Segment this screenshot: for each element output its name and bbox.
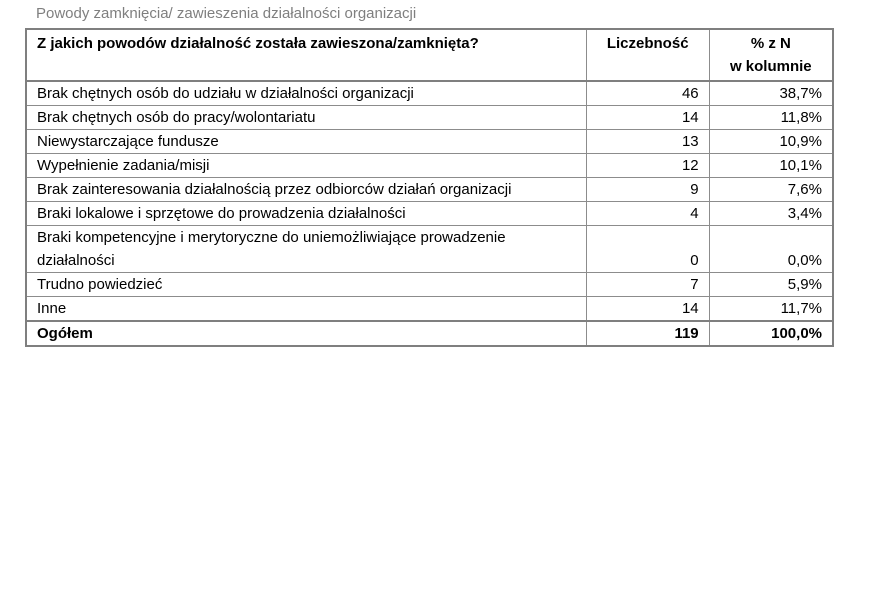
- table-caption: Powody zamknięcia/ zawieszenia działalności organizacji: [36, 5, 417, 22]
- row-count: 14: [586, 106, 709, 130]
- reasons-table: [25, 28, 834, 347]
- row-reason: Trudno powiedzieć: [26, 273, 586, 297]
- table-row: [26, 154, 833, 178]
- row-reason: Niewystarczające fundusze: [26, 130, 586, 154]
- row-percent: 11,7%: [709, 297, 833, 322]
- table-row: [26, 202, 833, 226]
- header-percent: [709, 29, 833, 81]
- header-percent-line1: % z N: [750, 35, 791, 52]
- row-percent: 3,4%: [709, 202, 833, 226]
- row-percent: 38,7%: [709, 81, 833, 106]
- row-reason: Inne: [26, 297, 586, 322]
- row-percent: 10,9%: [709, 130, 833, 154]
- row-count: 7: [586, 273, 709, 297]
- header-percent-line2: w kolumnie: [729, 58, 812, 75]
- total-percent: 100,0%: [709, 321, 833, 346]
- row-reason: Braki lokalowe i sprzętowe do prowadzenia działalności: [26, 202, 586, 226]
- row-percent: 11,8%: [709, 106, 833, 130]
- row-reason: Brak zainteresowania działalnością przez odbiorców działań organizacji: [26, 178, 586, 202]
- row-count: 14: [586, 297, 709, 322]
- total-label: Ogółem: [26, 321, 586, 346]
- table-row: [26, 106, 833, 130]
- row-count: 46: [586, 81, 709, 106]
- table-row: [26, 130, 833, 154]
- row-percent: 0,0%: [709, 226, 833, 273]
- total-count: 119: [586, 321, 709, 346]
- row-count: 9: [586, 178, 709, 202]
- row-count: 12: [586, 154, 709, 178]
- row-count: 13: [586, 130, 709, 154]
- row-reason: Brak chętnych osób do udziału w działalności organizacji: [26, 81, 586, 106]
- table-row: [26, 273, 833, 297]
- header-reason: Z jakich powodów działalność została zawieszona/zamknięta?: [26, 29, 586, 81]
- row-reason: Wypełnienie zadania/misji: [26, 154, 586, 178]
- row-percent: 10,1%: [709, 154, 833, 178]
- header-count: Liczebność: [586, 29, 709, 81]
- row-count: 4: [586, 202, 709, 226]
- table-row: [26, 297, 833, 322]
- row-reason: Braki kompetencyjne i merytoryczne do uniemożliwiające prowadzenie działalności: [26, 226, 586, 273]
- row-reason: Brak chętnych osób do pracy/wolontariatu: [26, 106, 586, 130]
- row-count: 0: [586, 226, 709, 273]
- row-percent: 5,9%: [709, 273, 833, 297]
- row-percent: 7,6%: [709, 178, 833, 202]
- total-row: [26, 321, 833, 346]
- table-row: [26, 226, 833, 273]
- table-row: [26, 178, 833, 202]
- table-row: [26, 81, 833, 106]
- table-header-row: [26, 29, 833, 81]
